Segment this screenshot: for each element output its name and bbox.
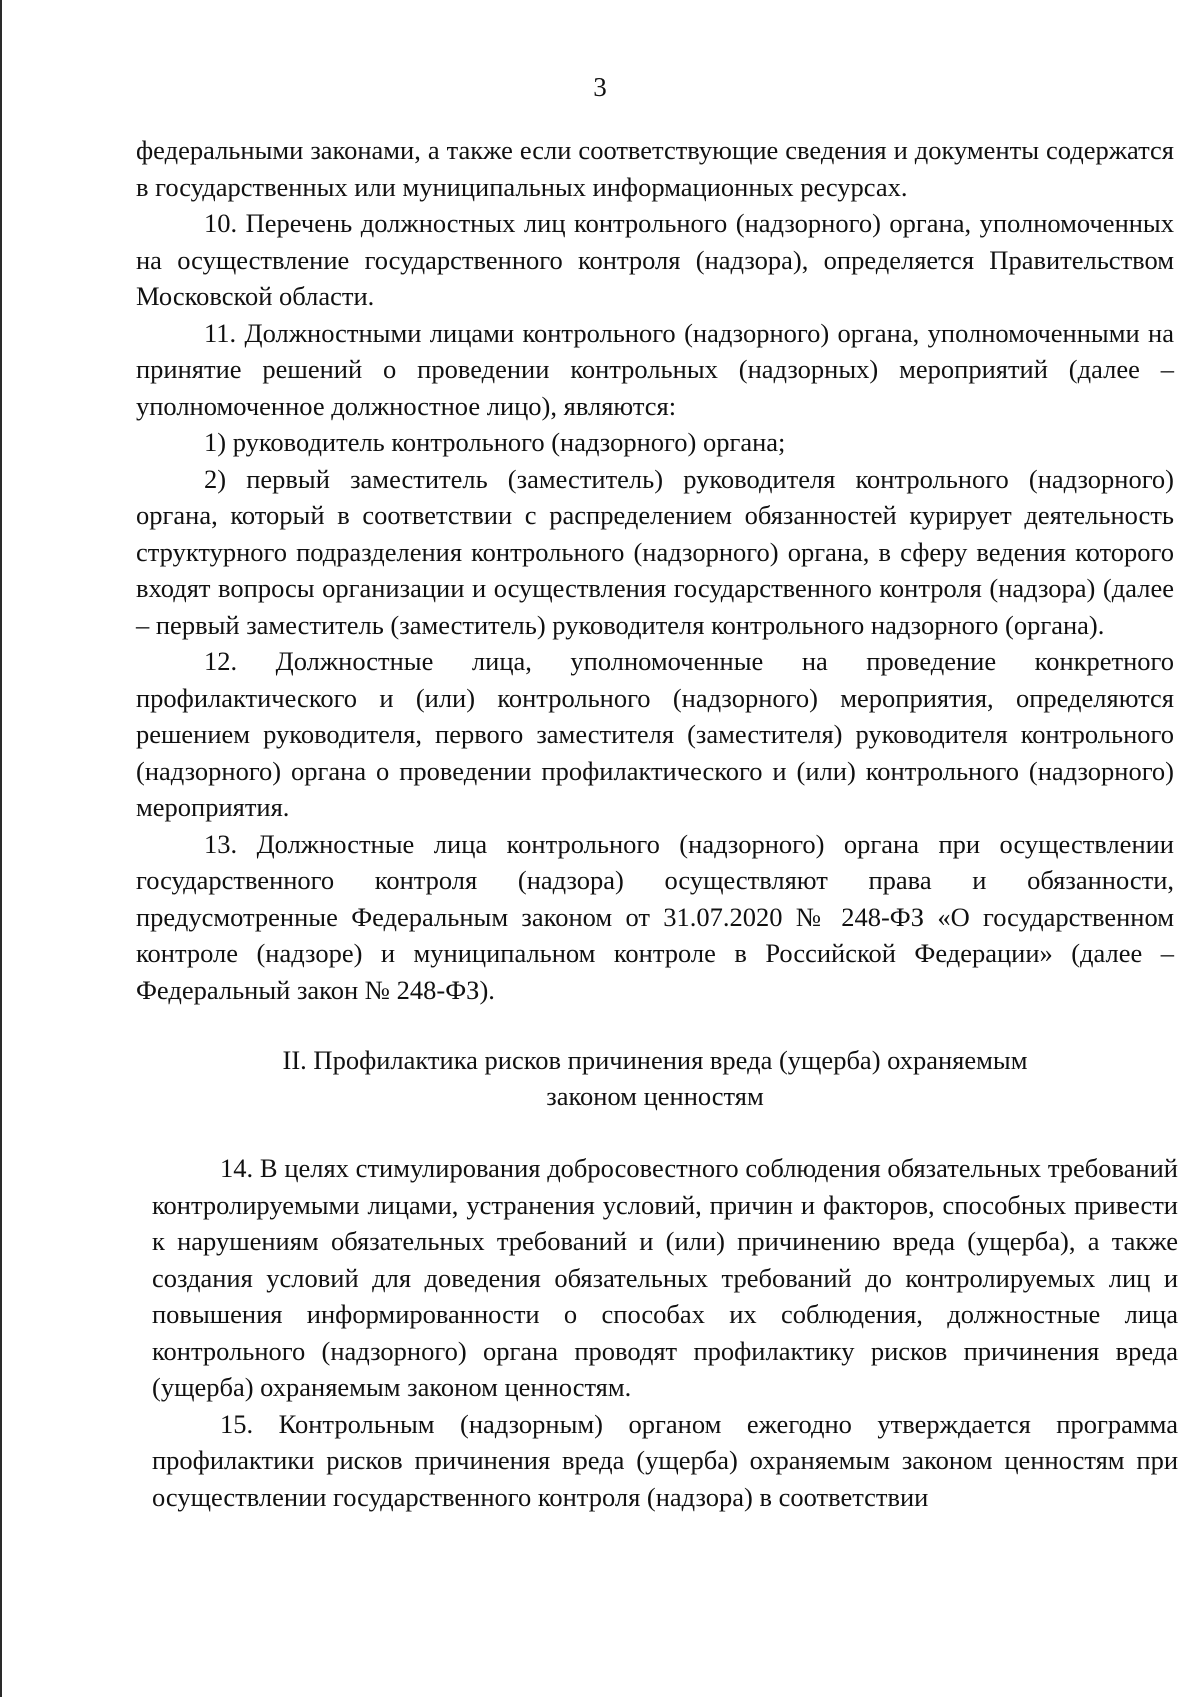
paragraph-11-item-1: 1) руководитель контрольного (надзорного) органа; (204, 427, 786, 457)
section-heading-line-1: II. Профилактика рисков причинения вреда (ущерба) охраняемым (282, 1045, 1028, 1075)
paragraph-11-item-2: 2) первый заместитель (заместитель) руководителя контрольного (надзорного) органа, который в соответствии с распределением обязанностей курирует деятельность структурного подразделения контрольного (надзорного) органа, в сферу ведения которого входят вопросы организации и осуществления государственного контроля (надзора) (далее – первый заместитель (заместитель) руководителя контрольного надзорного (органа). (136, 463, 1174, 640)
paragraph-10: 10. Перечень должностных лиц контрольного (надзорного) органа, уполномоченных на осуществление государственного контроля (надзора), определяется Правительством Московской области. (136, 208, 1174, 311)
paragraph-13: 13. Должностные лица контрольного (надзорного) органа при осуществлении государственного контроля (надзора) осуществляют права и обязанности, предусмотренные Федеральным законом от 31.07.2020 № 248-ФЗ «О государственном контроле (надзоре) и муниципальном контроле в Российской Федерации» (далее – Федеральный закон № 248-ФЗ). (136, 828, 1174, 1005)
section-heading (136, 1042, 1174, 1114)
text-block-1 (136, 132, 1174, 1008)
paragraph-12: 12. Должностные лица, уполномоченные на проведение конкретного профилактического и (или) контрольного (надзорного) мероприятия, определяются решением руководителя, первого заместителя (заместителя) руководителя контрольного (надзорного) органа о проведении профилактического и (или) контрольного (надзорного) мероприятия. (136, 646, 1174, 822)
paragraph-14: 14. В целях стимулирования добросовестного соблюдения обязательных требований контролируемыми лицами, устранения условий, причин и факторов, способных привести к нарушениям обязательных требований и (или) причинению вреда (ущерба), а также создания условий для доведения обязательных требований до контролируемых лиц и повышения информированности о способах их соблюдения, должностные лица контрольного (надзорного) органа проводят профилактику рисков причинения вреда (ущерба) охраняемым законом ценностям. (152, 1153, 1178, 1402)
paragraph-11: 11. Должностными лицами контрольного (надзорного) органа, уполномоченными на принятие решений о проведении контрольных (надзорных) мероприятий (далее – уполномоченное должностное лицо), являются: (136, 317, 1174, 421)
text-block-2 (152, 1150, 1178, 1515)
page-edge-line (0, 0, 2, 1697)
paragraph-15: 15. Контрольным (надзорным) органом ежегодно утверждается программа профилактики рисков причинения вреда (ущерба) охраняемым законом ценностям при осуществлении государственного контроля (надзора) в соответствии (152, 1408, 1178, 1512)
paragraph-continuation: федеральными законами, а также если соответствующие сведения и документы содержатся в государственных или муниципальных информационных ресурсах. (136, 135, 1174, 202)
section-heading-line-2: законом ценностям (546, 1081, 764, 1111)
page-number: 3 (593, 72, 607, 102)
